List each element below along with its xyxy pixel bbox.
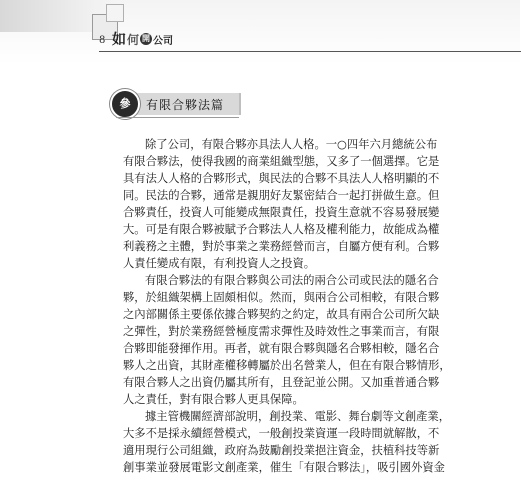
text-line: 合夥即能發揮作用。再者，就有限合夥與隱名合夥相較，隱名合 [123, 342, 440, 355]
page-number: 8 [99, 35, 106, 46]
text-line: 除了公司，有限合夥亦具法人人格。一○四年六月總統公布 [145, 138, 438, 151]
header-rule [99, 51, 521, 52]
text-line: 適用現行公司組織，政府為鼓勵創投業挹注資金，扶植科技等新 [123, 444, 440, 457]
section-number-icon: 參 [110, 89, 140, 119]
book-title-char-2: 何 [127, 32, 140, 47]
text-line: 創事業並發展電影文創產業，催生「有限合夥法」，吸引國外資金 [123, 461, 445, 474]
text-line: 利義務之主體，對於事業之業務經營而言，自屬方便有利。合夥 [123, 240, 440, 253]
decorative-box-small [106, 4, 124, 22]
book-title-tail: 公司 [153, 35, 174, 47]
paragraph [123, 408, 451, 476]
text-line: 據主管機關經濟部說明，創投業、電影、舞台劇等文創產業， [145, 410, 451, 423]
section-heading [116, 93, 241, 115]
text-line: 具有法人人格的合夥形式，與民法的合夥不具法人人格明顯的不 [123, 172, 440, 185]
text-line: 大多不是採永續經營模式，一般創投業資運一段時間就解散，不 [123, 427, 440, 440]
text-line: 之內部關係主要係依據合夥契約之約定，故具有兩合公司所欠缺 [123, 308, 440, 321]
paragraph [123, 272, 451, 408]
text-line: 人之責任，對有限合夥人更具保障。 [123, 393, 304, 406]
book-title [112, 29, 173, 49]
text-line: 之彈性，對於業務經營極度需求彈性及時效性之事業而言，有限 [123, 325, 440, 338]
text-line: 有限合夥法，使得我國的商業組織型態，又多了一個選擇。它是 [123, 155, 440, 168]
text-line: 人責任變成有限，有利投資人之投資。 [123, 257, 316, 270]
body-text [123, 136, 451, 476]
book-title-char-1: 如 [112, 32, 126, 48]
book-title-badge: 開 [142, 34, 151, 43]
section-title: 有限合夥法篇 [146, 98, 225, 112]
paragraph [123, 136, 440, 272]
text-line: 大。可是有限合夥被賦予合夥法人人格及權利能力，故能成為權 [123, 223, 440, 236]
text-line: 有限合夥法的有限合夥與公司法的兩合公司或民法的隱名合 [145, 274, 439, 287]
text-line: 合夥責任，投資人可能變成無限責任，投資生意就不容易發展變 [123, 206, 440, 219]
text-line: 夥，於組織架構上固頗相似。然而，與兩合公司相較，有限合夥 [123, 291, 440, 304]
section-rule [116, 117, 239, 118]
text-line: 同。民法的合夥，通常是親朋好友緊密結合一起打拼做生意。但 [123, 189, 440, 202]
text-line: 夥人之出資，其財產權移轉屬於出名營業人，但在有限合夥情形， [123, 359, 451, 372]
text-line: 有限合夥人之出資仍屬其所有，且登記並公開。又加重普通合夥 [123, 376, 440, 389]
